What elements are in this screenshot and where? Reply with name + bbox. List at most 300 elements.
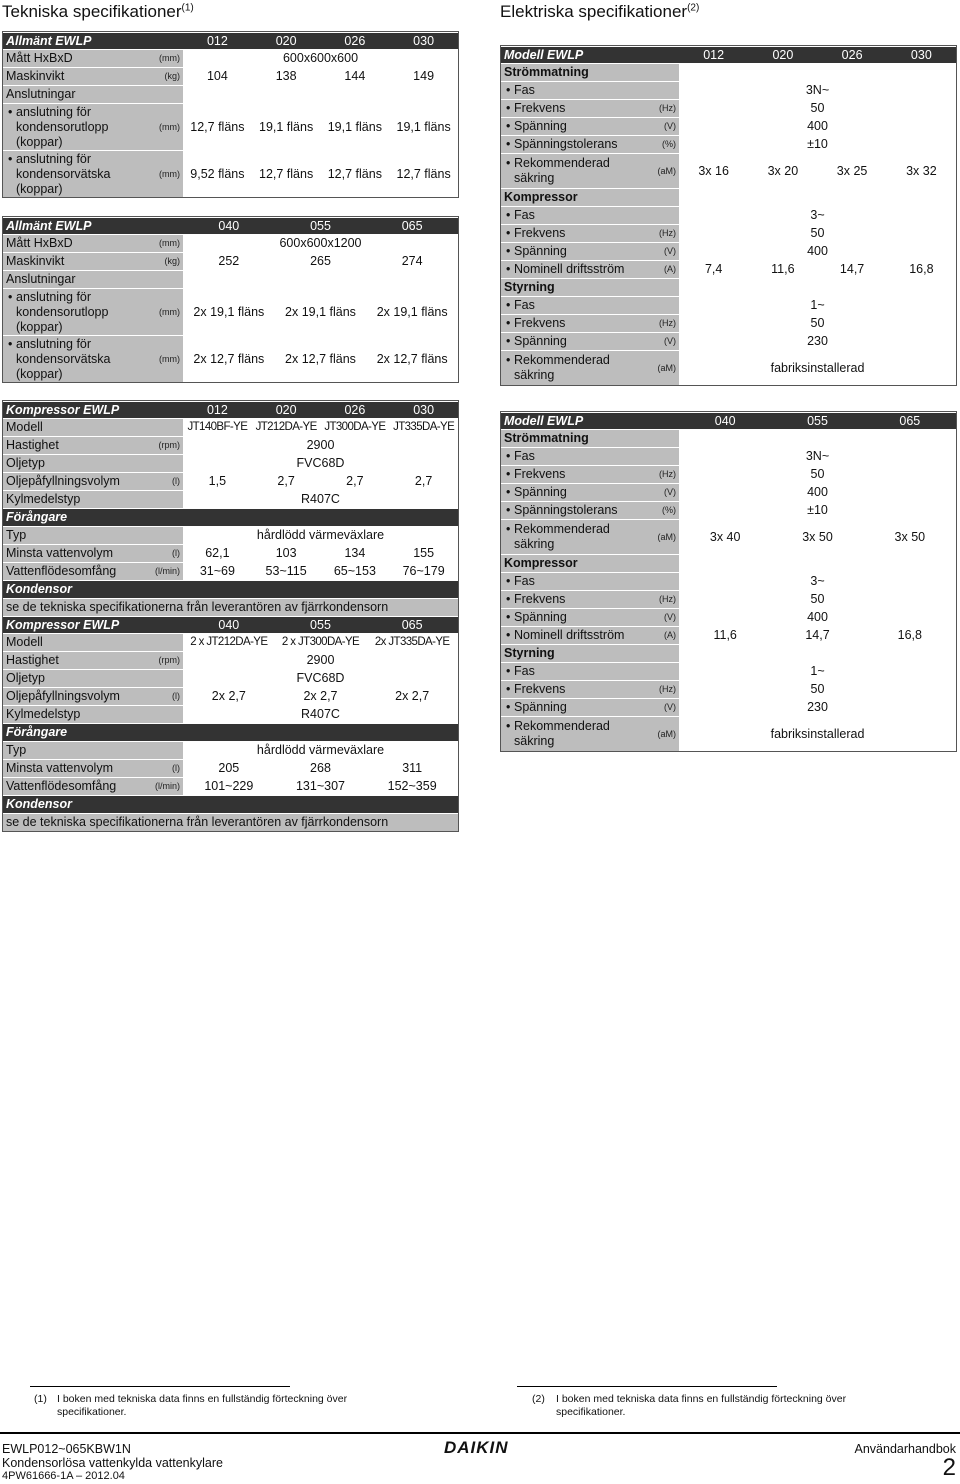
row-label: • Fas [504,574,628,589]
row-unit [133,491,183,509]
table-row [3,86,458,104]
header-col: 065 [366,218,458,235]
table-row [3,455,458,473]
row-label: • Frekvens [504,226,628,241]
row-value: 2x JT335DA-YE [366,634,458,652]
table-header [3,218,458,235]
table-electrical-012-030 [500,45,957,386]
group-label: Styrning [501,279,679,297]
row-unit [631,448,679,466]
footnote-2-text: I boken med tekniska data finns en fullständig förteckning över specifikationer. [556,1393,847,1418]
section-header [3,796,458,814]
row-value: 3x 16 [679,154,748,189]
row-unit: (mm) [133,151,183,198]
section-header [3,724,458,742]
row-unit: (l/min) [133,563,183,581]
row-label: • Rekommenderad säkring [504,353,628,383]
row-unit: (aM) [631,351,679,386]
row-value: 149 [389,68,458,86]
row-unit: (aM) [631,154,679,189]
row-label: Typ [3,742,133,760]
row-value: FVC68D [183,455,458,473]
row-label: Oljepåfyllningsvolym [3,473,133,491]
table-row [3,235,458,253]
row-label: • Spänning [504,334,628,349]
table-row [3,527,458,545]
row-unit [133,634,183,652]
row-unit [631,573,679,591]
row-unit [133,419,183,437]
row-unit: (V) [631,118,679,136]
row-unit: (l) [133,688,183,706]
row-label: • Spänning [504,119,628,134]
table-row [501,136,956,154]
table-row [501,207,956,225]
row-unit [133,271,183,289]
row-unit [133,455,183,473]
footer-rule [0,1432,960,1434]
header-col: 012 [183,402,252,419]
table-row [3,545,458,563]
table-row [501,297,956,315]
header-label: Kompressor EWLP [3,617,183,634]
row-value: 2,7 [321,473,390,491]
table-row [3,253,458,271]
row-label: • Nominell driftsström [504,628,628,643]
row-label: • Fas [504,208,628,223]
row-label: Vattenflödesomfång [3,778,133,796]
row-unit: (Hz) [631,466,679,484]
row-value: 138 [252,68,321,86]
row-unit [631,82,679,100]
row-value: 2x 12,7 fläns [366,336,458,383]
table-row [3,599,458,617]
row-value: 19,1 fläns [252,104,321,151]
row-value: 50 [679,225,956,243]
table-row [501,681,956,699]
header-col: 055 [771,413,863,430]
row-value: 12,7 fläns [183,104,252,151]
table-row [3,104,458,151]
row-value: 19,1 fläns [320,104,389,151]
row-value: 3x 50 [864,520,956,555]
row-label: Oljetyp [3,670,133,688]
row-label: • Frekvens [504,592,628,607]
group-label: Kompressor [501,189,679,207]
row-unit: (mm) [133,336,183,383]
row-value: 274 [366,253,458,271]
row-unit: (aM) [631,717,679,752]
footer-manual: Användarhandbok [854,1442,956,1456]
section-label: Kondensor [3,796,458,814]
row-value: 76~179 [389,563,458,581]
header-label: Modell EWLP [501,47,679,64]
row-unit: (V) [631,699,679,717]
row-value: JT212DA-YE [252,419,321,437]
row-value: 144 [320,68,389,86]
table-row [501,502,956,520]
row-value: 265 [275,253,367,271]
row-value: 155 [389,545,458,563]
header-col: 020 [252,402,321,419]
table-row [501,243,956,261]
table-header [3,33,458,50]
table-compressor [2,400,459,832]
header-col: 040 [183,218,275,235]
table-general-040-065 [2,216,459,383]
row-value: 50 [679,466,956,484]
row-label: Vattenflödesomfång [3,563,133,581]
row-unit: (mm) [133,50,183,68]
row-value [679,555,956,573]
row-value: R407C [183,706,458,724]
row-unit: (mm) [133,289,183,336]
row-unit: (Hz) [631,591,679,609]
table-header [3,617,458,634]
row-label: • Fas [504,664,628,679]
row-value: 14,7 [771,627,863,645]
row-value: 3x 25 [817,154,886,189]
table-row [501,591,956,609]
table-row [501,351,956,386]
table-row [501,118,956,136]
row-value: 205 [183,760,275,778]
row-value: 268 [275,760,367,778]
table-row [3,491,458,509]
row-label: Maskinvikt [3,253,133,271]
header-col: 065 [366,617,458,634]
row-value: ±10 [679,136,956,154]
row-label: • anslutning för kondensorvätska (koppar) [6,152,130,197]
table-row [3,814,458,832]
row-value: 2,7 [252,473,321,491]
footnote-2-mark: (2) [532,1393,545,1405]
row-value: 12,7 fläns [252,151,321,198]
row-value: 3x 40 [679,520,771,555]
row-value: 53~115 [252,563,321,581]
row-value [183,86,458,104]
row-unit: (rpm) [133,652,183,670]
table-row [501,609,956,627]
section-label: Kondensor [3,581,458,599]
header-label: Modell EWLP [501,413,679,430]
row-unit: (A) [631,627,679,645]
header-col: 026 [817,47,886,64]
group-row [501,555,956,573]
row-unit [631,663,679,681]
row-unit: (mm) [133,235,183,253]
header-col: 020 [748,47,817,64]
row-value: 2900 [183,652,458,670]
row-label: • Fas [504,83,628,98]
header-col: 026 [321,402,390,419]
row-value: 16,8 [864,627,956,645]
table-row [501,699,956,717]
header-col: 065 [864,413,956,430]
section-label: Förångare [3,724,458,742]
row-unit: (Hz) [631,100,679,118]
row-unit: (mm) [133,104,183,151]
row-label: • anslutning för kondensorutlopp (koppar) [6,290,130,335]
row-unit: (rpm) [133,437,183,455]
row-value: 311 [366,760,458,778]
row-value: 3x 20 [748,154,817,189]
table-row [501,261,956,279]
row-unit [133,742,183,760]
row-unit: (aM) [631,520,679,555]
footer-model: EWLP012~065KBW1N [2,1442,131,1456]
row-value: 11,6 [679,627,771,645]
row-value: 14,7 [817,261,886,279]
row-value: 3x 32 [887,154,956,189]
table-row [3,563,458,581]
footnote-1-mark: (1) [34,1393,47,1405]
table-row [501,573,956,591]
row-value: 2x 12,7 fläns [183,336,275,383]
row-value: 1~ [679,663,956,681]
footnote-rule-right [517,1386,777,1387]
row-value: 400 [679,484,956,502]
row-value: JT300DA-YE [321,419,390,437]
row-value: 1~ [679,297,956,315]
right-title-footnote-ref: (2) [687,2,700,14]
row-label: Anslutningar [3,271,133,289]
row-unit: (kg) [133,253,183,271]
row-label: Minsta vattenvolym [3,760,133,778]
row-label: • Fas [504,298,628,313]
row-value: 2x 2,7 [366,688,458,706]
row-label: Kylmedelstyp [3,491,133,509]
row-value: 12,7 fläns [320,151,389,198]
row-unit: (l) [133,545,183,563]
row-value [679,430,956,448]
row-value: 134 [321,545,390,563]
table-row [3,151,458,198]
table-row [3,760,458,778]
row-unit: (V) [631,333,679,351]
row-value: 3N~ [679,448,956,466]
table-header [501,47,956,64]
header-col: 040 [183,617,275,634]
row-value: 2x 12,7 fläns [275,336,367,383]
row-value: 11,6 [748,261,817,279]
table-row [501,520,956,555]
row-value: 3N~ [679,82,956,100]
table-electrical-040-065 [500,411,957,752]
group-row [501,430,956,448]
row-label: Oljepåfyllningsvolym [3,688,133,706]
row-unit [133,670,183,688]
group-row [501,279,956,297]
table-row [3,670,458,688]
row-label: Typ [3,527,133,545]
row-label: Oljetyp [3,455,133,473]
row-value: 252 [183,253,275,271]
row-value: 230 [679,333,956,351]
right-title [500,2,699,22]
group-label: Strömmatning [501,64,679,82]
row-label: Hastighet [3,652,133,670]
page-number: 2 [942,1454,956,1481]
header-col: 012 [679,47,748,64]
row-value: 2 x JT212DA-YE [183,634,275,652]
table-row [3,742,458,760]
row-label: • Frekvens [504,101,628,116]
row-unit: (V) [631,609,679,627]
row-value: 400 [679,243,956,261]
row-value: 2x 19,1 fläns [275,289,367,336]
row-label: • anslutning för kondensorutlopp (koppar) [6,105,130,150]
header-label: Allmänt EWLP [3,33,183,50]
row-value: 50 [679,315,956,333]
row-label: • Frekvens [504,316,628,331]
row-unit [133,706,183,724]
row-value: ±10 [679,502,956,520]
row-value: hårdlödd värmeväxlare [183,527,458,545]
row-value [679,64,956,82]
row-label: • Rekommenderad säkring [504,522,628,552]
row-unit: (A) [631,261,679,279]
table-row [3,437,458,455]
section-label: Förångare [3,509,458,527]
row-label: Hastighet [3,437,133,455]
row-value: 50 [679,681,956,699]
row-value: 101~229 [183,778,275,796]
row-value: 31~69 [183,563,252,581]
row-value: 230 [679,699,956,717]
row-label: Anslutningar [3,86,133,104]
table-row [3,473,458,491]
row-label: Maskinvikt [3,68,133,86]
row-value: 65~153 [321,563,390,581]
row-value: 3x 50 [771,520,863,555]
row-value: 16,8 [887,261,956,279]
row-value: 62,1 [183,545,252,563]
row-value: 9,52 fläns [183,151,252,198]
row-label: • Frekvens [504,467,628,482]
row-value: 50 [679,591,956,609]
left-title [2,2,194,22]
row-unit [133,86,183,104]
row-label: • Spänning [504,610,628,625]
row-unit: (%) [631,502,679,520]
header-label: Allmänt EWLP [3,218,183,235]
row-value: JT140BF-YE [183,419,252,437]
header-col: 026 [320,33,389,50]
daikin-logo: DAIKIN [444,1438,509,1457]
row-value: 400 [679,118,956,136]
row-label: Mått HxBxD [3,235,133,253]
row-value: fabriksinstallerad [679,351,956,386]
table-row [3,419,458,437]
row-value: FVC68D [183,670,458,688]
table-row [501,663,956,681]
row-label: • Rekommenderad säkring [504,719,628,749]
row-value: hårdlödd värmeväxlare [183,742,458,760]
row-value: 50 [679,100,956,118]
row-unit: (%) [631,136,679,154]
row-value: 2,7 [389,473,458,491]
row-value: 400 [679,609,956,627]
row-value: 2 x JT300DA-YE [275,634,367,652]
row-value: R407C [183,491,458,509]
footer-product: Kondensorlösa vattenkylda vattenkylare [2,1456,223,1470]
row-value: 152~359 [366,778,458,796]
header-col: 040 [679,413,771,430]
header-col: 030 [389,33,458,50]
table-row [501,448,956,466]
table-row [501,100,956,118]
header-col: 055 [275,617,367,634]
table-row [3,688,458,706]
left-title-text: Tekniska specifikationer [2,2,182,21]
row-unit: (l/min) [133,778,183,796]
table-general-012-030 [2,31,459,198]
table-row [501,225,956,243]
group-row [501,189,956,207]
right-title-text: Elektriska specifikationer [500,2,688,21]
left-title-footnote-ref: (1) [181,2,194,14]
group-label: Kompressor [501,555,679,573]
row-value: 19,1 fläns [389,104,458,151]
row-value: 600x600x1200 [183,235,458,253]
row-value: JT335DA-YE [389,419,458,437]
row-label: • Spänningstolerans [504,137,628,152]
row-unit [631,207,679,225]
row-label: • Spänning [504,700,628,715]
row-label: • Spänning [504,485,628,500]
row-label: • Nominell driftsström [504,262,628,277]
row-label: • Spänning [504,244,628,259]
table-row [501,466,956,484]
row-label: • Fas [504,449,628,464]
table-row [3,271,458,289]
table-row [501,82,956,100]
table-row [3,50,458,68]
row-unit: (Hz) [631,225,679,243]
table-row [3,68,458,86]
row-value: 3~ [679,207,956,225]
row-label: Mått HxBxD [3,50,133,68]
row-value: 103 [252,545,321,563]
group-label: Styrning [501,645,679,663]
table-header [501,413,956,430]
table-row [501,315,956,333]
row-value: 2x 2,7 [183,688,275,706]
row-unit: (l) [133,760,183,778]
row-value: 131~307 [275,778,367,796]
table-row [501,627,956,645]
table-row [3,634,458,652]
group-row [501,645,956,663]
table-row [501,484,956,502]
row-label: • Spänningstolerans [504,503,628,518]
row-unit: (l) [133,473,183,491]
section-header [3,509,458,527]
table-header [3,402,458,419]
row-value: 2x 2,7 [275,688,367,706]
row-unit: (Hz) [631,315,679,333]
table-row [3,289,458,336]
header-col: 012 [183,33,252,50]
header-col: 030 [887,47,956,64]
row-value: 2900 [183,437,458,455]
footer-docid: 4PW61666-1A – 2012.04 [2,1470,125,1482]
table-row [501,154,956,189]
row-value [679,279,956,297]
header-col: 055 [275,218,367,235]
row-label: Kylmedelstyp [3,706,133,724]
